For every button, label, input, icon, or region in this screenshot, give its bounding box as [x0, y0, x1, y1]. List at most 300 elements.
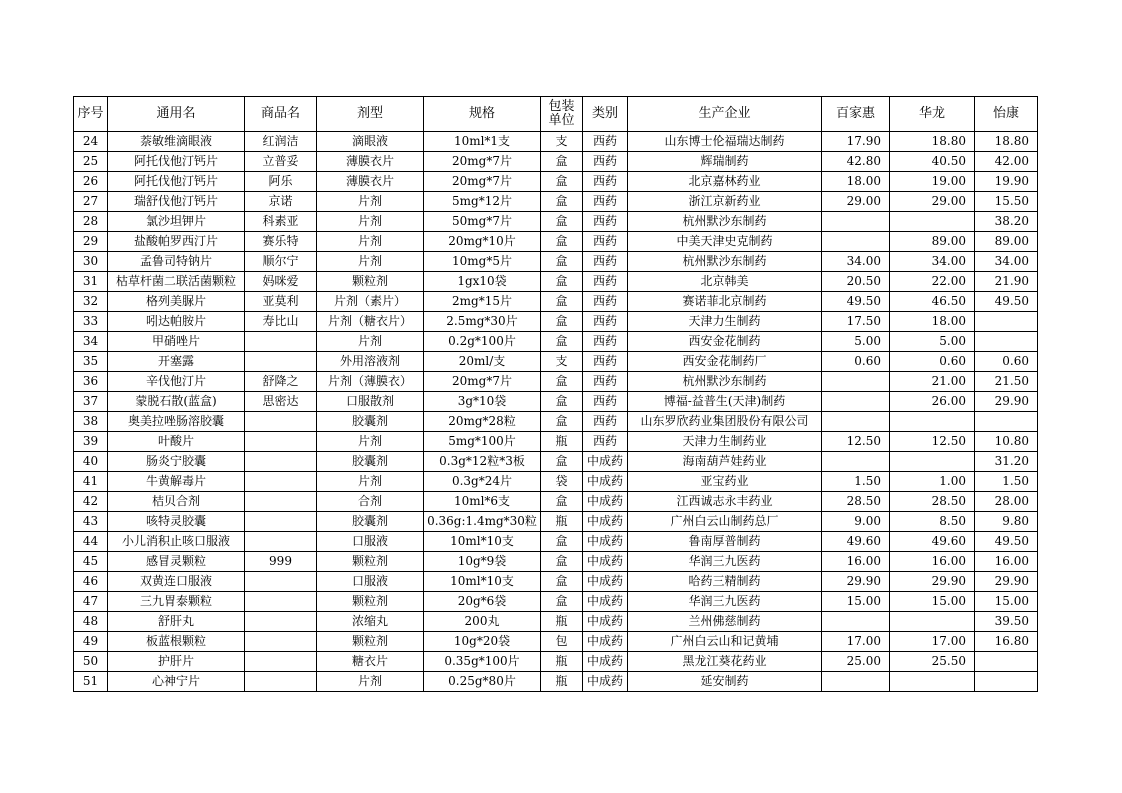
header-manufacturer: 生产企业	[628, 97, 822, 132]
cell-specification: 10g*20袋	[424, 632, 541, 652]
cell-category: 中成药	[583, 492, 628, 512]
cell-index: 48	[74, 612, 108, 632]
table-row	[74, 292, 1038, 312]
cell-dosage-form: 片剂（薄膜衣）	[317, 372, 424, 392]
cell-brand-name	[245, 612, 317, 632]
cell-price-yikang: 38.20	[975, 212, 1038, 232]
cell-dosage-form: 胶囊剂	[317, 512, 424, 532]
cell-price-hualong: 12.50	[890, 432, 975, 452]
table-row	[74, 592, 1038, 612]
cell-dosage-form: 胶囊剂	[317, 452, 424, 472]
cell-price-baijiahui: 28.50	[822, 492, 890, 512]
cell-price-baijiahui: 16.00	[822, 552, 890, 572]
cell-dosage-form: 片剂（糖衣片）	[317, 312, 424, 332]
cell-price-baijiahui: 15.00	[822, 592, 890, 612]
cell-dosage-form: 薄膜衣片	[317, 172, 424, 192]
cell-brand-name: 亚莫利	[245, 292, 317, 312]
cell-price-baijiahui: 12.50	[822, 432, 890, 452]
cell-package-unit: 瓶	[541, 432, 583, 452]
cell-package-unit: 盒	[541, 592, 583, 612]
cell-index: 33	[74, 312, 108, 332]
cell-category: 西药	[583, 372, 628, 392]
cell-manufacturer: 亚宝药业	[628, 472, 822, 492]
cell-manufacturer: 北京嘉林药业	[628, 172, 822, 192]
cell-category: 中成药	[583, 452, 628, 472]
cell-specification: 50mg*7片	[424, 212, 541, 232]
cell-price-yikang: 10.80	[975, 432, 1038, 452]
cell-generic-name: 叶酸片	[108, 432, 245, 452]
cell-generic-name: 小儿消积止咳口服液	[108, 532, 245, 552]
cell-brand-name	[245, 352, 317, 372]
header-brand-name: 商品名	[245, 97, 317, 132]
cell-price-yikang	[975, 672, 1038, 692]
header-price-hualong: 华龙	[890, 97, 975, 132]
table-row	[74, 472, 1038, 492]
cell-generic-name: 吲达帕胺片	[108, 312, 245, 332]
cell-index: 39	[74, 432, 108, 452]
cell-package-unit: 盒	[541, 312, 583, 332]
cell-dosage-form: 片剂	[317, 252, 424, 272]
cell-index: 28	[74, 212, 108, 232]
table-row	[74, 152, 1038, 172]
cell-generic-name: 瑞舒伐他汀钙片	[108, 192, 245, 212]
cell-package-unit: 瓶	[541, 672, 583, 692]
cell-brand-name: 京诺	[245, 192, 317, 212]
cell-category: 西药	[583, 232, 628, 252]
header-price-yikang: 怡康	[975, 97, 1038, 132]
cell-manufacturer: 辉瑞制药	[628, 152, 822, 172]
cell-price-hualong: 89.00	[890, 232, 975, 252]
table-row	[74, 632, 1038, 652]
cell-package-unit: 盒	[541, 332, 583, 352]
cell-index: 44	[74, 532, 108, 552]
cell-category: 西药	[583, 312, 628, 332]
cell-generic-name: 萘敏维滴眼液	[108, 132, 245, 152]
cell-specification: 20mg*28粒	[424, 412, 541, 432]
cell-brand-name	[245, 592, 317, 612]
cell-category: 西药	[583, 432, 628, 452]
table-row	[74, 532, 1038, 552]
cell-price-yikang: 28.00	[975, 492, 1038, 512]
table-row	[74, 612, 1038, 632]
cell-package-unit: 瓶	[541, 652, 583, 672]
cell-category: 西药	[583, 152, 628, 172]
cell-specification: 20g*6袋	[424, 592, 541, 612]
cell-brand-name	[245, 532, 317, 552]
table-row	[74, 652, 1038, 672]
cell-package-unit: 袋	[541, 472, 583, 492]
cell-price-hualong: 46.50	[890, 292, 975, 312]
cell-index: 50	[74, 652, 108, 672]
cell-price-hualong	[890, 672, 975, 692]
cell-package-unit: 盒	[541, 552, 583, 572]
cell-price-yikang	[975, 332, 1038, 352]
table-row	[74, 232, 1038, 252]
cell-brand-name: 科素亚	[245, 212, 317, 232]
cell-category: 西药	[583, 392, 628, 412]
table-row	[74, 572, 1038, 592]
cell-index: 25	[74, 152, 108, 172]
cell-dosage-form: 颗粒剂	[317, 272, 424, 292]
cell-category: 西药	[583, 252, 628, 272]
cell-manufacturer: 杭州默沙东制药	[628, 372, 822, 392]
table-row	[74, 552, 1038, 572]
cell-price-yikang: 49.50	[975, 532, 1038, 552]
table-row	[74, 192, 1038, 212]
cell-specification: 0.3g*12粒*3板	[424, 452, 541, 472]
cell-price-yikang: 42.00	[975, 152, 1038, 172]
cell-category: 中成药	[583, 472, 628, 492]
header-price-baijiahui: 百家惠	[822, 97, 890, 132]
header-generic-name: 通用名	[108, 97, 245, 132]
cell-price-yikang: 16.80	[975, 632, 1038, 652]
table-row	[74, 172, 1038, 192]
cell-manufacturer: 赛诺菲北京制药	[628, 292, 822, 312]
cell-generic-name: 格列美脲片	[108, 292, 245, 312]
cell-manufacturer: 中美天津史克制药	[628, 232, 822, 252]
cell-price-yikang: 15.50	[975, 192, 1038, 212]
cell-dosage-form: 浓缩丸	[317, 612, 424, 632]
cell-dosage-form: 颗粒剂	[317, 552, 424, 572]
table-row	[74, 492, 1038, 512]
cell-index: 24	[74, 132, 108, 152]
cell-package-unit: 盒	[541, 372, 583, 392]
cell-price-yikang	[975, 312, 1038, 332]
cell-price-hualong: 15.00	[890, 592, 975, 612]
cell-price-baijiahui: 25.00	[822, 652, 890, 672]
cell-manufacturer: 兰州佛慈制药	[628, 612, 822, 632]
cell-specification: 5mg*100片	[424, 432, 541, 452]
table-row	[74, 372, 1038, 392]
cell-specification: 20mg*7片	[424, 152, 541, 172]
cell-price-baijiahui	[822, 212, 890, 232]
cell-category: 中成药	[583, 572, 628, 592]
cell-dosage-form: 片剂	[317, 332, 424, 352]
cell-price-yikang	[975, 652, 1038, 672]
table-row	[74, 452, 1038, 472]
cell-specification: 3g*10袋	[424, 392, 541, 412]
cell-price-baijiahui: 34.00	[822, 252, 890, 272]
cell-category: 中成药	[583, 612, 628, 632]
cell-generic-name: 护肝片	[108, 652, 245, 672]
cell-manufacturer: 华润三九医药	[628, 552, 822, 572]
cell-index: 38	[74, 412, 108, 432]
cell-price-yikang: 15.00	[975, 592, 1038, 612]
cell-category: 中成药	[583, 672, 628, 692]
cell-brand-name: 思密达	[245, 392, 317, 412]
table-row	[74, 312, 1038, 332]
cell-category: 中成药	[583, 652, 628, 672]
table-row	[74, 272, 1038, 292]
cell-brand-name: 阿乐	[245, 172, 317, 192]
cell-manufacturer: 广州白云山制药总厂	[628, 512, 822, 532]
cell-specification: 200丸	[424, 612, 541, 632]
cell-index: 31	[74, 272, 108, 292]
cell-generic-name: 蒙脱石散(蓝盒)	[108, 392, 245, 412]
cell-index: 29	[74, 232, 108, 252]
cell-package-unit: 包	[541, 632, 583, 652]
cell-dosage-form: 胶囊剂	[317, 412, 424, 432]
cell-manufacturer: 黑龙江葵花药业	[628, 652, 822, 672]
cell-price-hualong: 17.00	[890, 632, 975, 652]
cell-generic-name: 开塞露	[108, 352, 245, 372]
cell-generic-name: 枯草杆菌二联活菌颗粒	[108, 272, 245, 292]
cell-index: 41	[74, 472, 108, 492]
table-row	[74, 412, 1038, 432]
cell-price-hualong: 19.00	[890, 172, 975, 192]
cell-generic-name: 感冒灵颗粒	[108, 552, 245, 572]
cell-package-unit: 盒	[541, 272, 583, 292]
cell-price-yikang: 89.00	[975, 232, 1038, 252]
cell-price-hualong	[890, 452, 975, 472]
table-row	[74, 512, 1038, 532]
cell-price-yikang: 49.50	[975, 292, 1038, 312]
cell-dosage-form: 口服散剂	[317, 392, 424, 412]
cell-brand-name: 顺尔宁	[245, 252, 317, 272]
cell-index: 32	[74, 292, 108, 312]
cell-manufacturer: 西安金花制药厂	[628, 352, 822, 372]
cell-specification: 10ml*10支	[424, 532, 541, 552]
cell-specification: 2mg*15片	[424, 292, 541, 312]
cell-category: 中成药	[583, 592, 628, 612]
cell-specification: 10g*9袋	[424, 552, 541, 572]
table-row	[74, 392, 1038, 412]
cell-manufacturer: 哈药三精制药	[628, 572, 822, 592]
cell-index: 46	[74, 572, 108, 592]
cell-price-baijiahui: 1.50	[822, 472, 890, 492]
cell-category: 西药	[583, 172, 628, 192]
cell-index: 26	[74, 172, 108, 192]
header-row	[74, 97, 1038, 132]
cell-category: 中成药	[583, 532, 628, 552]
cell-generic-name: 甲硝唑片	[108, 332, 245, 352]
cell-generic-name: 牛黄解毒片	[108, 472, 245, 492]
cell-price-hualong: 22.00	[890, 272, 975, 292]
cell-specification: 20ml/支	[424, 352, 541, 372]
cell-price-hualong	[890, 212, 975, 232]
cell-brand-name	[245, 332, 317, 352]
cell-category: 西药	[583, 352, 628, 372]
cell-specification: 0.36g:1.4mg*30粒	[424, 512, 541, 532]
cell-manufacturer: 杭州默沙东制药	[628, 212, 822, 232]
table-row	[74, 352, 1038, 372]
cell-price-hualong: 0.60	[890, 352, 975, 372]
cell-generic-name: 心神宁片	[108, 672, 245, 692]
cell-brand-name	[245, 672, 317, 692]
cell-price-hualong: 40.50	[890, 152, 975, 172]
cell-category: 西药	[583, 132, 628, 152]
table-row	[74, 252, 1038, 272]
cell-brand-name: 妈咪爱	[245, 272, 317, 292]
cell-package-unit: 瓶	[541, 612, 583, 632]
cell-price-hualong: 1.00	[890, 472, 975, 492]
cell-dosage-form: 口服液	[317, 532, 424, 552]
cell-price-baijiahui: 29.00	[822, 192, 890, 212]
cell-dosage-form: 片剂	[317, 472, 424, 492]
table-row	[74, 432, 1038, 452]
cell-price-baijiahui	[822, 412, 890, 432]
header-index: 序号	[74, 97, 108, 132]
cell-price-yikang	[975, 412, 1038, 432]
cell-price-baijiahui: 20.50	[822, 272, 890, 292]
cell-price-yikang: 16.00	[975, 552, 1038, 572]
cell-brand-name: 寿比山	[245, 312, 317, 332]
cell-price-baijiahui: 5.00	[822, 332, 890, 352]
cell-index: 45	[74, 552, 108, 572]
cell-brand-name	[245, 412, 317, 432]
cell-brand-name: 赛乐特	[245, 232, 317, 252]
cell-brand-name	[245, 632, 317, 652]
cell-price-baijiahui	[822, 392, 890, 412]
cell-price-baijiahui: 17.90	[822, 132, 890, 152]
cell-dosage-form: 合剂	[317, 492, 424, 512]
cell-price-baijiahui: 18.00	[822, 172, 890, 192]
price-table	[73, 96, 1038, 692]
cell-specification: 0.25g*80片	[424, 672, 541, 692]
cell-price-hualong: 29.00	[890, 192, 975, 212]
cell-package-unit: 盒	[541, 452, 583, 472]
cell-manufacturer: 北京韩美	[628, 272, 822, 292]
cell-dosage-form: 口服液	[317, 572, 424, 592]
cell-price-hualong: 8.50	[890, 512, 975, 532]
cell-package-unit: 盒	[541, 252, 583, 272]
cell-specification: 10ml*10支	[424, 572, 541, 592]
cell-manufacturer: 天津力生制药业	[628, 432, 822, 452]
cell-generic-name: 板蓝根颗粒	[108, 632, 245, 652]
cell-category: 西药	[583, 212, 628, 232]
cell-price-baijiahui: 9.00	[822, 512, 890, 532]
cell-price-yikang: 19.90	[975, 172, 1038, 192]
cell-dosage-form: 颗粒剂	[317, 592, 424, 612]
cell-generic-name: 盐酸帕罗西汀片	[108, 232, 245, 252]
cell-price-hualong: 49.60	[890, 532, 975, 552]
cell-price-hualong: 34.00	[890, 252, 975, 272]
cell-index: 37	[74, 392, 108, 412]
cell-price-baijiahui: 49.60	[822, 532, 890, 552]
table-row	[74, 212, 1038, 232]
cell-price-hualong: 29.90	[890, 572, 975, 592]
cell-package-unit: 支	[541, 132, 583, 152]
cell-specification: 2.5mg*30片	[424, 312, 541, 332]
cell-category: 中成药	[583, 512, 628, 532]
cell-price-hualong: 18.00	[890, 312, 975, 332]
cell-dosage-form: 片剂	[317, 432, 424, 452]
cell-manufacturer: 山东罗欣药业集团股份有限公司	[628, 412, 822, 432]
cell-index: 30	[74, 252, 108, 272]
cell-index: 35	[74, 352, 108, 372]
cell-brand-name: 999	[245, 552, 317, 572]
cell-dosage-form: 片剂	[317, 232, 424, 252]
header-specification: 规格	[424, 97, 541, 132]
cell-dosage-form: 片剂	[317, 192, 424, 212]
cell-manufacturer: 博福-益普生(天津)制药	[628, 392, 822, 412]
cell-generic-name: 孟鲁司特钠片	[108, 252, 245, 272]
cell-price-baijiahui: 0.60	[822, 352, 890, 372]
cell-price-yikang: 39.50	[975, 612, 1038, 632]
cell-dosage-form: 片剂	[317, 672, 424, 692]
cell-package-unit: 盒	[541, 232, 583, 252]
cell-price-hualong: 21.00	[890, 372, 975, 392]
cell-dosage-form: 外用溶液剂	[317, 352, 424, 372]
cell-price-baijiahui: 49.50	[822, 292, 890, 312]
cell-specification: 0.2g*100片	[424, 332, 541, 352]
cell-manufacturer: 杭州默沙东制药	[628, 252, 822, 272]
cell-index: 49	[74, 632, 108, 652]
cell-dosage-form: 片剂	[317, 212, 424, 232]
cell-generic-name: 舒肝丸	[108, 612, 245, 632]
cell-specification: 20mg*7片	[424, 172, 541, 192]
cell-price-baijiahui: 17.00	[822, 632, 890, 652]
cell-package-unit: 盒	[541, 292, 583, 312]
cell-generic-name: 氯沙坦钾片	[108, 212, 245, 232]
cell-package-unit: 盒	[541, 392, 583, 412]
header-package-unit: 包装单位	[541, 97, 583, 132]
cell-package-unit: 盒	[541, 492, 583, 512]
cell-price-yikang: 9.80	[975, 512, 1038, 532]
cell-dosage-form: 颗粒剂	[317, 632, 424, 652]
header-category: 类别	[583, 97, 628, 132]
cell-package-unit: 盒	[541, 152, 583, 172]
cell-price-baijiahui	[822, 612, 890, 632]
cell-price-hualong: 25.50	[890, 652, 975, 672]
cell-manufacturer: 浙江京新药业	[628, 192, 822, 212]
cell-index: 42	[74, 492, 108, 512]
cell-price-hualong: 26.00	[890, 392, 975, 412]
cell-category: 西药	[583, 332, 628, 352]
cell-price-yikang: 34.00	[975, 252, 1038, 272]
cell-price-baijiahui: 29.90	[822, 572, 890, 592]
cell-index: 51	[74, 672, 108, 692]
cell-specification: 20mg*10片	[424, 232, 541, 252]
cell-specification: 1gx10袋	[424, 272, 541, 292]
cell-generic-name: 桔贝合剂	[108, 492, 245, 512]
table-row	[74, 132, 1038, 152]
cell-generic-name: 辛伐他汀片	[108, 372, 245, 392]
cell-generic-name: 阿托伐他汀钙片	[108, 152, 245, 172]
cell-generic-name: 双黄连口服液	[108, 572, 245, 592]
cell-index: 34	[74, 332, 108, 352]
cell-brand-name	[245, 652, 317, 672]
cell-brand-name	[245, 492, 317, 512]
cell-price-yikang: 1.50	[975, 472, 1038, 492]
cell-generic-name: 三九胃泰颗粒	[108, 592, 245, 612]
cell-category: 西药	[583, 272, 628, 292]
cell-price-baijiahui	[822, 452, 890, 472]
cell-price-yikang: 21.50	[975, 372, 1038, 392]
cell-specification: 5mg*12片	[424, 192, 541, 212]
cell-dosage-form: 糖衣片	[317, 652, 424, 672]
cell-brand-name	[245, 572, 317, 592]
cell-dosage-form: 片剂（素片）	[317, 292, 424, 312]
cell-price-hualong	[890, 412, 975, 432]
cell-index: 43	[74, 512, 108, 532]
cell-package-unit: 盒	[541, 532, 583, 552]
cell-manufacturer: 西安金花制药	[628, 332, 822, 352]
cell-price-hualong: 16.00	[890, 552, 975, 572]
cell-index: 36	[74, 372, 108, 392]
cell-specification: 20mg*7片	[424, 372, 541, 392]
cell-package-unit: 盒	[541, 412, 583, 432]
cell-package-unit: 盒	[541, 172, 583, 192]
cell-price-hualong: 5.00	[890, 332, 975, 352]
cell-price-baijiahui	[822, 672, 890, 692]
cell-price-yikang: 31.20	[975, 452, 1038, 472]
cell-specification: 10mg*5片	[424, 252, 541, 272]
cell-brand-name	[245, 472, 317, 492]
cell-manufacturer: 华润三九医药	[628, 592, 822, 612]
cell-brand-name	[245, 512, 317, 532]
table-row	[74, 672, 1038, 692]
